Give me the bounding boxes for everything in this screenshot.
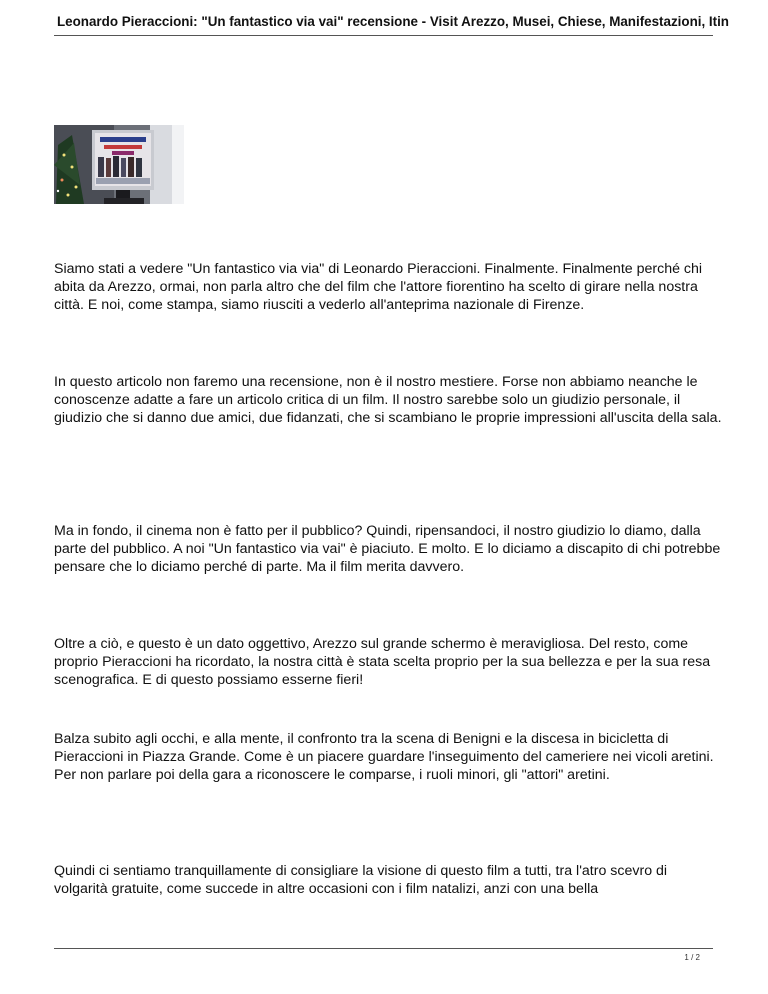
- page-number: 1 / 2: [684, 953, 700, 962]
- article-paragraph: Quindi ci sentiamo tranquillamente di consigliare la visione di questo film a tutti, tra l'atro scevro di volgarità gratuite, come succede in altre occasioni con i film natalizi, anzi con una bella: [54, 863, 668, 897]
- article-paragraph: In questo articolo non faremo una recensione, non è il nostro mestiere. Forse non abbiamo neanche le conoscenze adatte a fare un articolo critica di un film. Il nostro sarebbe solo un giudizio personale, il giudizio che si danno due amici, due fidanzati, che si scambiano le proprie impressioni all'uscita della sala.: [54, 374, 722, 426]
- article-paragraph: Balza subito agli occhi, e alla mente, il confronto tra la scena di Benigni e la discesa in bicicletta di Pieraccioni in Piazza Grande. Come è un piacere guardare l'inseguimento del cameriere nei vicoli aretini. Per non parlare poi della gara a riconoscere le comparse, i ruoli minori, gli "attori" aretini.: [54, 731, 714, 783]
- page-title: Leonardo Pieraccioni: "Un fantastico via vai" recensione - Visit Arezzo, Musei, Chiese, Manifestazioni, Itin: [57, 14, 729, 29]
- article-paragraph: Ma in fondo, il cinema non è fatto per il pubblico? Quindi, ripensandoci, il nostro giudizio lo diamo, dalla parte del pubblico. A noi "Un fantastico via vai" è piaciuto. E molto. E lo diciamo a discapito di chi potrebbe pensare che lo diciamo perché di parte. Ma il film merita davvero.: [54, 523, 721, 575]
- article-paragraph: Oltre a ciò, e questo è un dato oggettivo, Arezzo sul grande schermo è meravigliosa. Del resto, come proprio Pieraccioni ha ricordato, la nostra città è stata scelta proprio per la sua bellezza e per la sua resa scenografica. E di questo possiamo esserne fieri!: [54, 636, 711, 688]
- article-paragraph: Siamo stati a vedere "Un fantastico via via" di Leonardo Pieraccioni. Finalmente. Finalmente perché chi abita da Arezzo, ormai, non parla altro che del film che l'attore fiorentino ha scelto di girare nella nostra città. E noi, come stampa, siamo riusciti a vederlo all'anteprima nazionale di Firenze.: [54, 261, 703, 313]
- header-divider: [54, 35, 713, 36]
- footer-divider: [54, 948, 713, 949]
- cinema-screen-photo: [54, 125, 184, 204]
